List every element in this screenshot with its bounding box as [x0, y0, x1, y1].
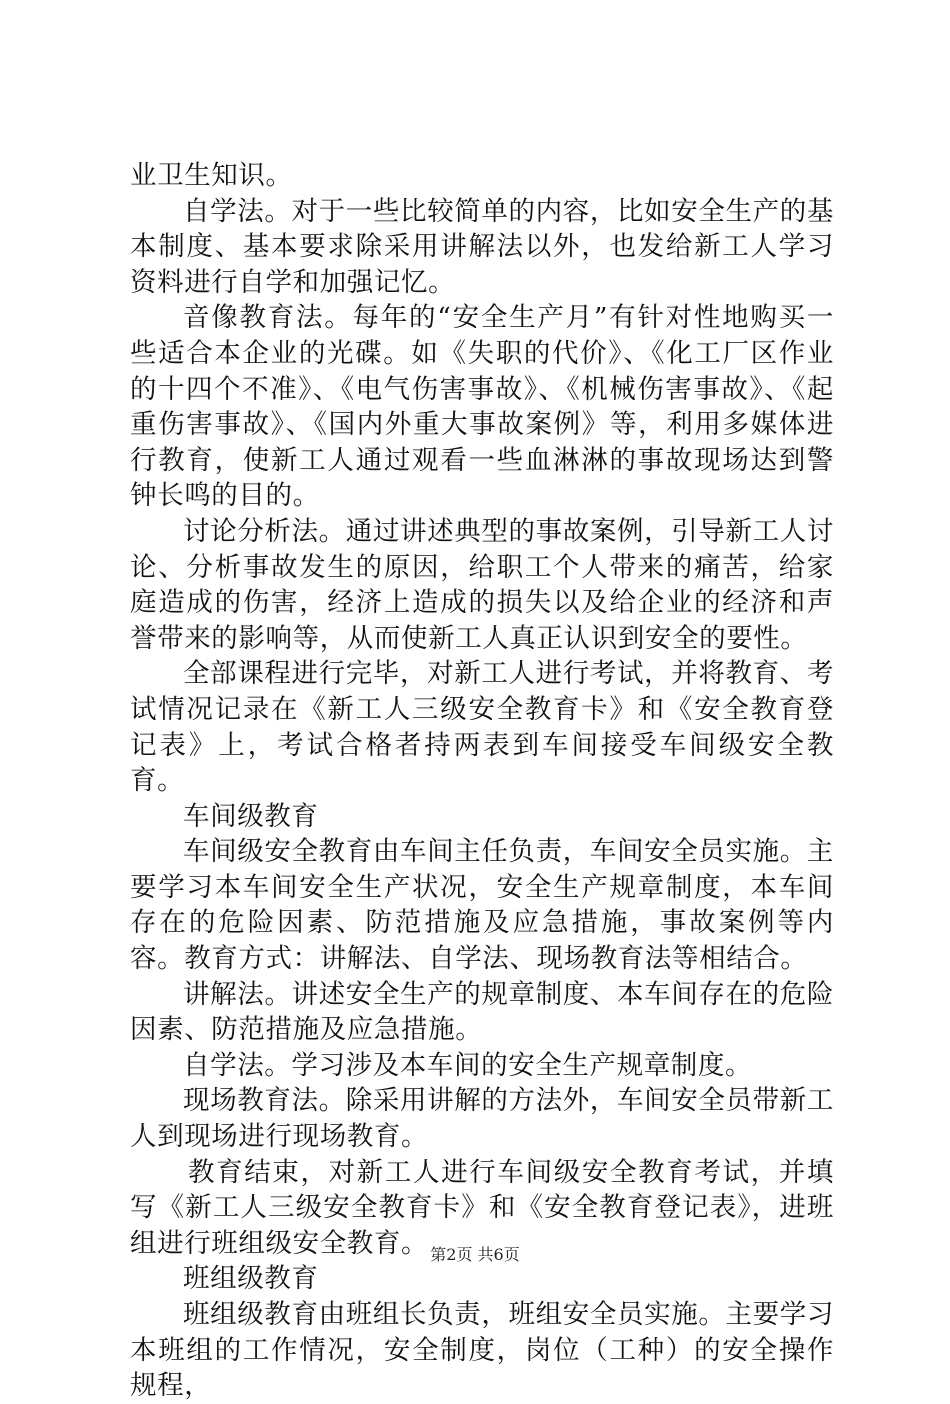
paragraph-onsite: 现场教育法。除采用讲解的方法外，车间安全员带新工人到现场进行现场教育。 [130, 1085, 834, 1153]
paragraph-self-study: 自学法。对于一些比较简单的内容，比如安全生产的基本制度、基本要求除采用讲解法以外，也发给新工人学习资料进行自学和加强记忆。 [130, 195, 834, 298]
heading-team-level: 班组级教育 [183, 1263, 319, 1295]
paragraph-lecture: 讲解法。讲述安全生产的规章制度、本车间存在的危险因素、防范措施及应急措施。 [130, 978, 834, 1046]
paragraph-continuation: 业卫生知识。 [130, 160, 293, 191]
page-number: 第2页 共6页 [430, 1245, 520, 1264]
document-body [130, 158, 834, 1404]
paragraph-audio-video: 音像教育法。每年的“安全生产月”有针对性地购买一些适合本企业的光碟。如《失职的代价》、《化工厂区作业的十四个不准》、《电气伤害事故》、《机械伤害事故》、《起重伤害事故》、《国内外重大事故案例》等，利用多媒体进行教育，使新工人通过观看一些血淋淋的事故现场达到警钟长鸣的目的。 [130, 302, 834, 512]
paragraph-exam: 全部课程进行完毕，对新工人进行考试，并将教育、考试情况记录在《新工人三级安全教育卡》和《安全教育登记表》上，考试合格者持两表到车间接受车间级安全教育。 [130, 658, 834, 797]
paragraph-discussion: 讨论分析法。通过讲述典型的事故案例，引导新工人讨论、分析事故发生的原因，给职工个人带来的痛苦，给家庭造成的伤害，经济上造成的损失以及给企业的经济和声誉带来的影响等，从而使新工人真正认识到安全的要性。 [130, 515, 834, 654]
paragraph-workshop-self-study: 自学法。学习涉及本车间的安全生产规章制度。 [183, 1049, 753, 1081]
heading-workshop-level: 车间级教育 [183, 800, 319, 832]
paragraph-workshop-level: 车间级安全教育由车间主任负责，车间安全员实施。主要学习本车间安全生产状况，安全生产规章制度，本车间存在的危险因素、防范措施及应急措施，事故案例等内容。教育方式：讲解法、自学法、现场教育法等相结合。 [130, 836, 834, 975]
paragraph-team-level: 班组级教育由班组长负责，班组安全员实施。主要学习本班组的工作情况，安全制度，岗位（工种）的安全操作规程， [130, 1299, 834, 1402]
paragraph-workshop-exam: 教育结束，对新工人进行车间级安全教育考试，并填写《新工人三级安全教育卡》和《安全教育登记表》，进班组进行班组级安全教育。 [130, 1156, 834, 1259]
